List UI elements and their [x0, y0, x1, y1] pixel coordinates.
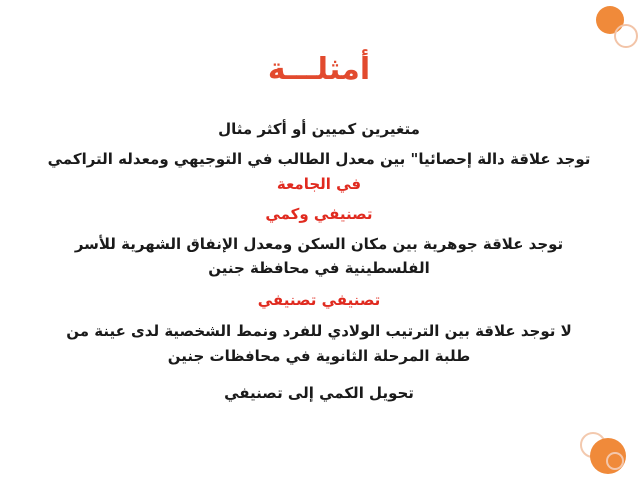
example-3-type: تحويل الكمي إلى تصنيفي — [224, 384, 414, 402]
example-2-line-1: توجد علاقة جوهرية بين مكان السكن ومعدل الإنفاق الشهرية للأسر — [74, 235, 564, 253]
intro-line: متغيرين كميين أو أكثر مثال — [218, 120, 420, 138]
example-1-type: تصنيفي وكمي — [265, 205, 373, 223]
decorative-ring-top — [614, 24, 638, 48]
example-3-line-2: طلبة المرحلة الثانوية في محافظات جنين — [167, 347, 471, 365]
decorative-ring-small — [606, 452, 624, 470]
example-1-line-2: في الجامعة — [276, 175, 362, 193]
example-2-line-2: الفلسطينية في محافظة جنين — [208, 259, 430, 277]
example-2-type: تصنيفي تصنيفي — [257, 291, 381, 309]
slide-title: أمثلـــة — [267, 52, 371, 87]
example-3-line-1: لا توجد علاقة بين الترتيب الولادي للفرد ونمط الشخصية لدى عينة من — [66, 322, 572, 340]
example-1-line-1: توجد علاقة دالة إحصائيا" بين معدل الطالب في التوجيهي ومعدله التراكمي — [47, 150, 591, 168]
